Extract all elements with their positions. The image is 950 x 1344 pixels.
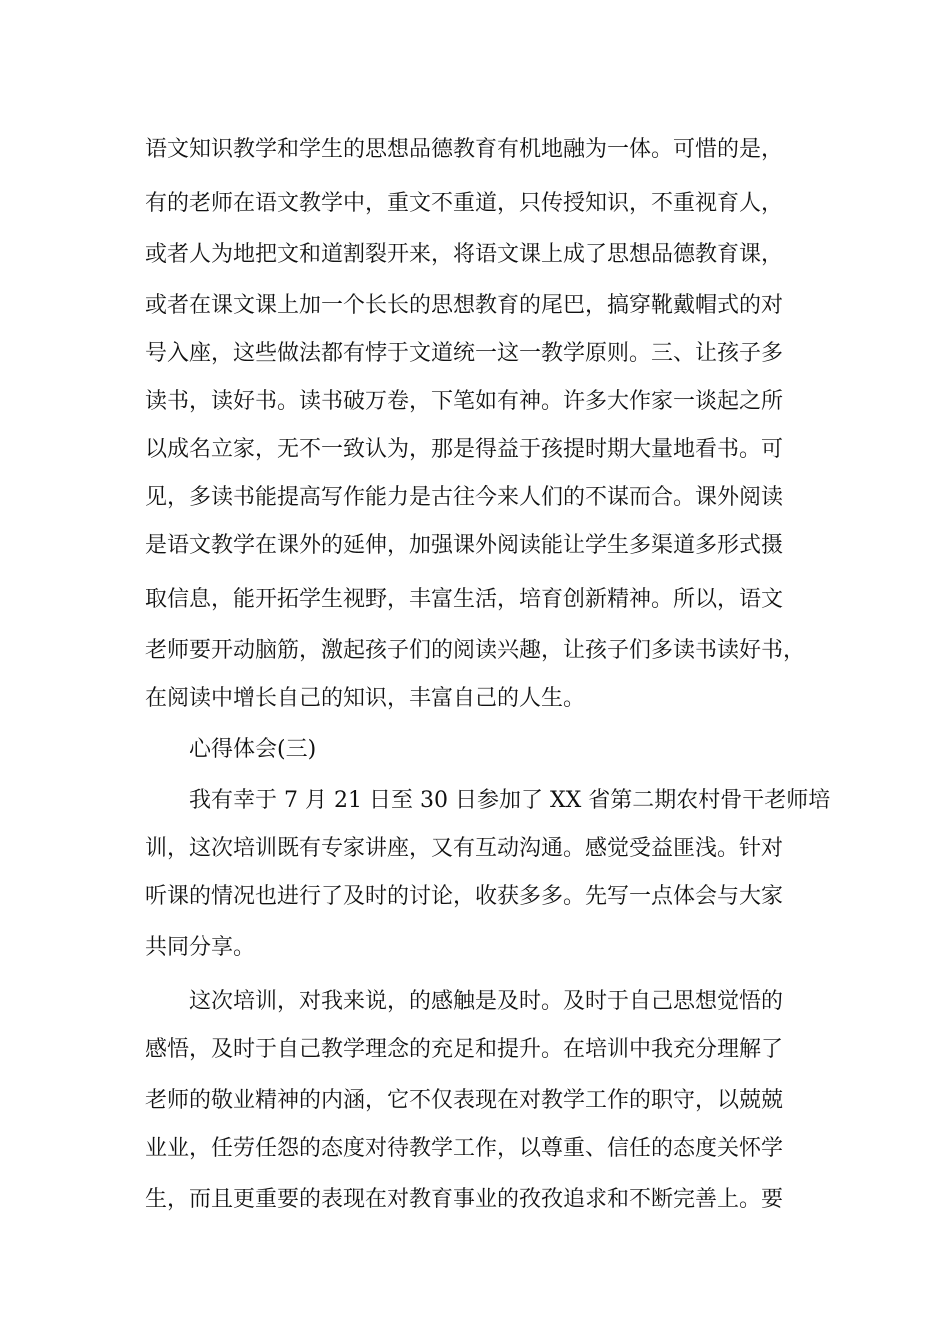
section-heading: 心得体会(三) — [189, 737, 317, 762]
paragraph-line: 语文知识教学和学生的思想品德教育有机地融为一体。可惜的是， — [145, 137, 784, 162]
paragraph-line: 这次培训，对我来说，的感触是及时。及时于自己思想觉悟的 — [189, 989, 784, 1014]
paragraph-line: 有的老师在语文教学中，重文不重道，只传授知识，不重视育人， — [145, 191, 784, 216]
paragraph-line: 业业，任劳任怨的态度对待教学工作，以尊重、信任的态度关怀学 — [145, 1136, 784, 1161]
paragraph-line: 或者在课文课上加一个长长的思想教育的尾巴，搞穿靴戴帽式的对 — [145, 293, 784, 318]
paragraph-line: 是语文教学在课外的延伸，加强课外阅读能让学生多渠道多形式摄 — [145, 533, 784, 558]
paragraph-line: 号入座，这些做法都有悖于文道统一这一教学原则。三、让孩子多 — [145, 341, 784, 366]
paragraph-line: 见，多读书能提高写作能力是古往今来人们的不谋而合。课外阅读 — [145, 485, 784, 510]
paragraph-line: 我有幸于 7 月 21 日至 30 日参加了 XX 省第二期农村骨干老师培 — [189, 788, 831, 813]
paragraph-line: 老师要开动脑筋，激起孩子们的阅读兴趣，让孩子们多读书读好书， — [145, 638, 806, 663]
paragraph-line: 取信息，能开拓学生视野，丰富生活，培育创新精神。所以，语文 — [145, 587, 784, 612]
paragraph-line: 老师的敬业精神的内涵，它不仅表现在对教学工作的职守，以兢兢 — [145, 1088, 784, 1113]
paragraph-line: 感悟，及时于自己教学理念的充足和提升。在培训中我充分理解了 — [145, 1037, 784, 1062]
paragraph-line: 训，这次培训既有专家讲座，又有互动沟通。感觉受益匪浅。针对 — [145, 836, 784, 861]
paragraph-line: 共同分享。 — [145, 935, 256, 960]
paragraph-line: 或者人为地把文和道割裂开来，将语文课上成了思想品德教育课， — [145, 242, 784, 267]
paragraph-line: 以成名立家，无不一致认为，那是得益于孩提时期大量地看书。可 — [145, 437, 784, 462]
paragraph-line: 在阅读中增长自己的知识，丰富自己的人生。 — [145, 686, 586, 711]
paragraph-line: 生，而且更重要的表现在对教育事业的孜孜追求和不断完善上。要 — [145, 1187, 784, 1212]
paragraph-line: 听课的情况也进行了及时的讨论，收获多多。先写一点体会与大家 — [145, 884, 784, 909]
paragraph-line: 读书，读好书。读书破万卷，下笔如有神。许多大作家一谈起之所 — [145, 389, 784, 414]
